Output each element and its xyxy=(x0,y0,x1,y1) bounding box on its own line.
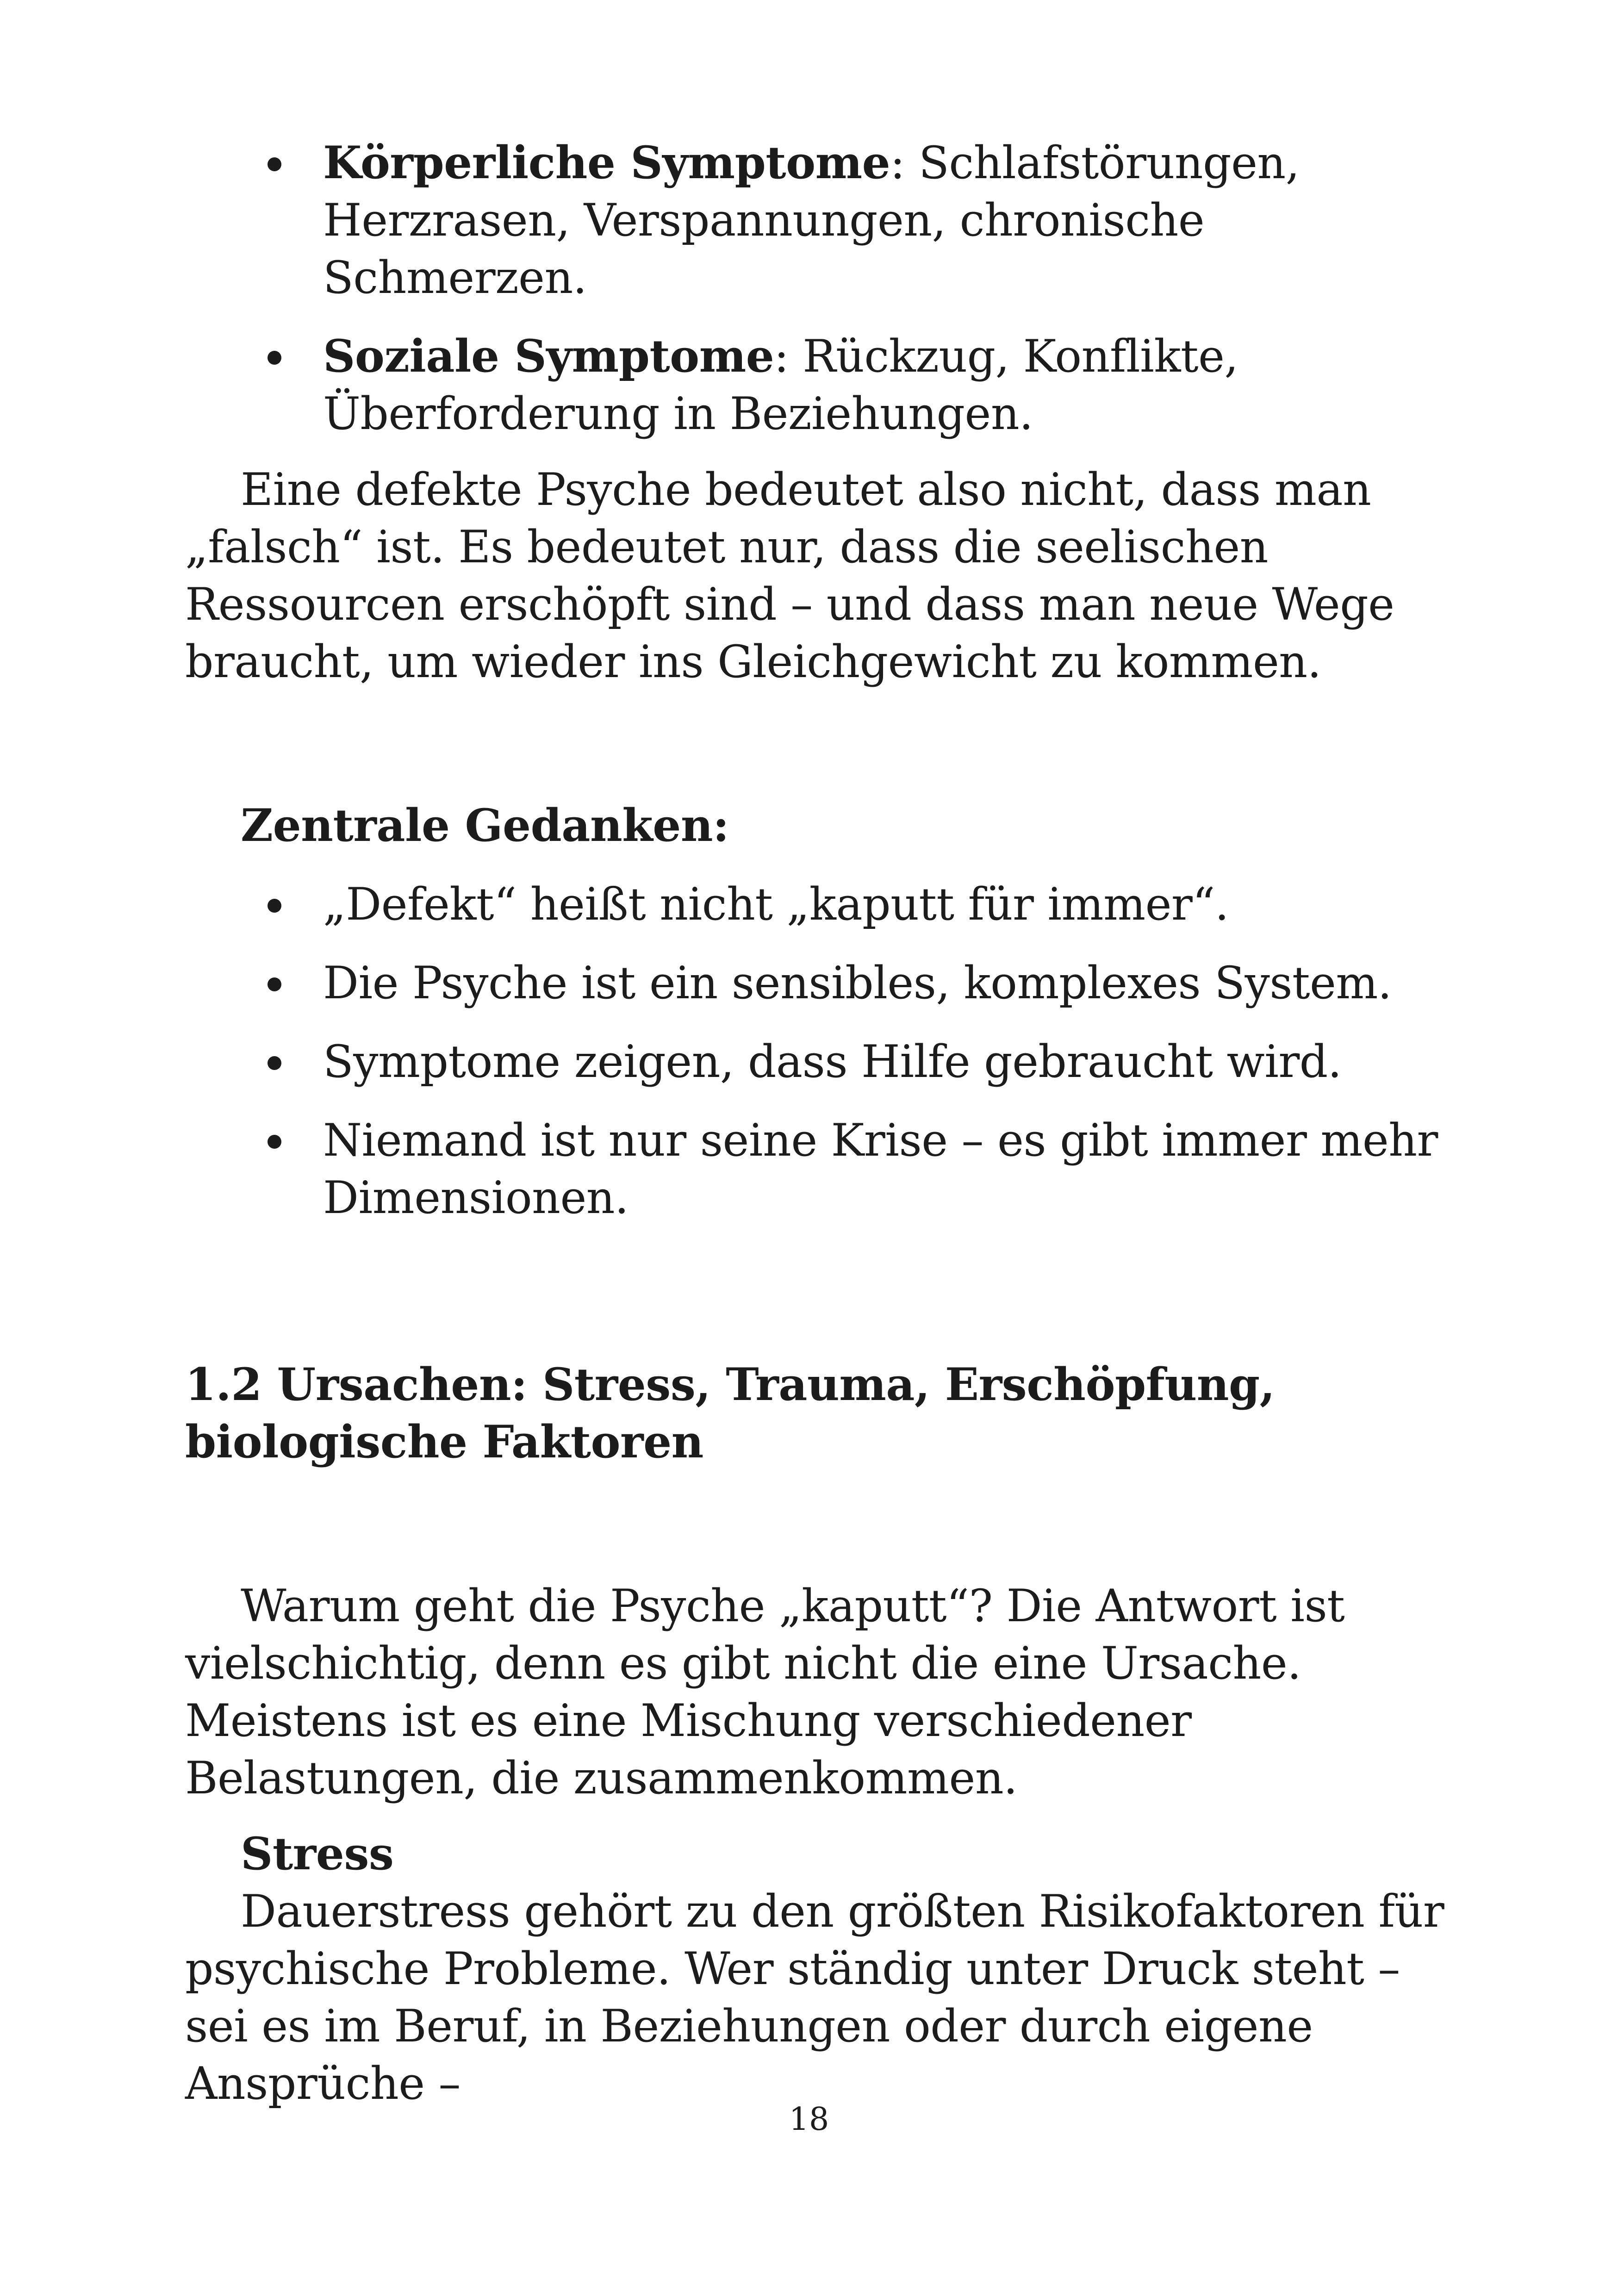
list-item-text: Symptome zeigen, dass Hilfe gebraucht wird. xyxy=(323,1036,1342,1088)
list-item xyxy=(185,1033,1458,1090)
list-item xyxy=(185,134,1458,306)
page-number: 18 xyxy=(789,2101,829,2138)
subheading-key-thoughts: Zentrale Gedanken: xyxy=(241,799,729,852)
list-item-text: „Defekt“ heißt nicht „kaputt für immer“. xyxy=(323,878,1229,930)
list-item xyxy=(185,876,1458,933)
body-paragraph: Eine defekte Psyche bedeutet also nicht, dass man „falsch“ ist. Es bedeutet nur, dass die seelischen Ressourcen erschöpft sind – und dass man neue Wege braucht, um wieder ins Gleichgewicht zu kommen. xyxy=(185,464,1394,688)
list-item-text: : Rückzug, Konflikte, Überforderung in Beziehungen. xyxy=(323,330,1238,440)
subheading-stress: Stress xyxy=(241,1828,394,1880)
bullet-icon xyxy=(268,977,281,991)
bullet-icon xyxy=(268,351,281,365)
list-item-text: Die Psyche ist ein sensibles, komplexes System. xyxy=(323,957,1392,1009)
body-paragraph: Warum geht die Psyche „kaputt“? Die Antwort ist vielschichtig, denn es gibt nicht die eine Ursache. Meistens ist es eine Mischung verschiedener Belastungen, die zusammenkommen. xyxy=(185,1580,1345,1804)
list-item-label: Soziale Symptome xyxy=(323,330,774,382)
page-content xyxy=(185,134,1458,2112)
section-heading: 1.2 Ursachen: Stress, Trauma, Erschöpfung, biologische Faktoren xyxy=(185,1358,1275,1468)
bullet-icon xyxy=(268,1135,281,1149)
bullet-icon xyxy=(268,1056,281,1070)
list-item-text: : Schlafstörungen, Herzrasen, Verspannungen, chronische Schmerzen. xyxy=(323,137,1300,304)
body-paragraph: Dauerstress gehört zu den größten Risikofaktoren für psychische Probleme. Wer ständig unter Druck steht – sei es im Beruf, in Beziehungen oder durch eigene Ansprüche – xyxy=(185,1885,1444,2109)
key-thoughts-list xyxy=(185,876,1458,1226)
symptom-list xyxy=(185,134,1458,442)
list-item xyxy=(185,1112,1458,1226)
list-item xyxy=(185,954,1458,1012)
bullet-icon xyxy=(268,899,281,913)
list-item-label: Körperliche Symptome xyxy=(323,137,890,189)
list-item xyxy=(185,328,1458,442)
bullet-icon xyxy=(268,157,281,171)
list-item-text: Niemand ist nur seine Krise – es gibt immer mehr Dimensionen. xyxy=(323,1114,1438,1224)
